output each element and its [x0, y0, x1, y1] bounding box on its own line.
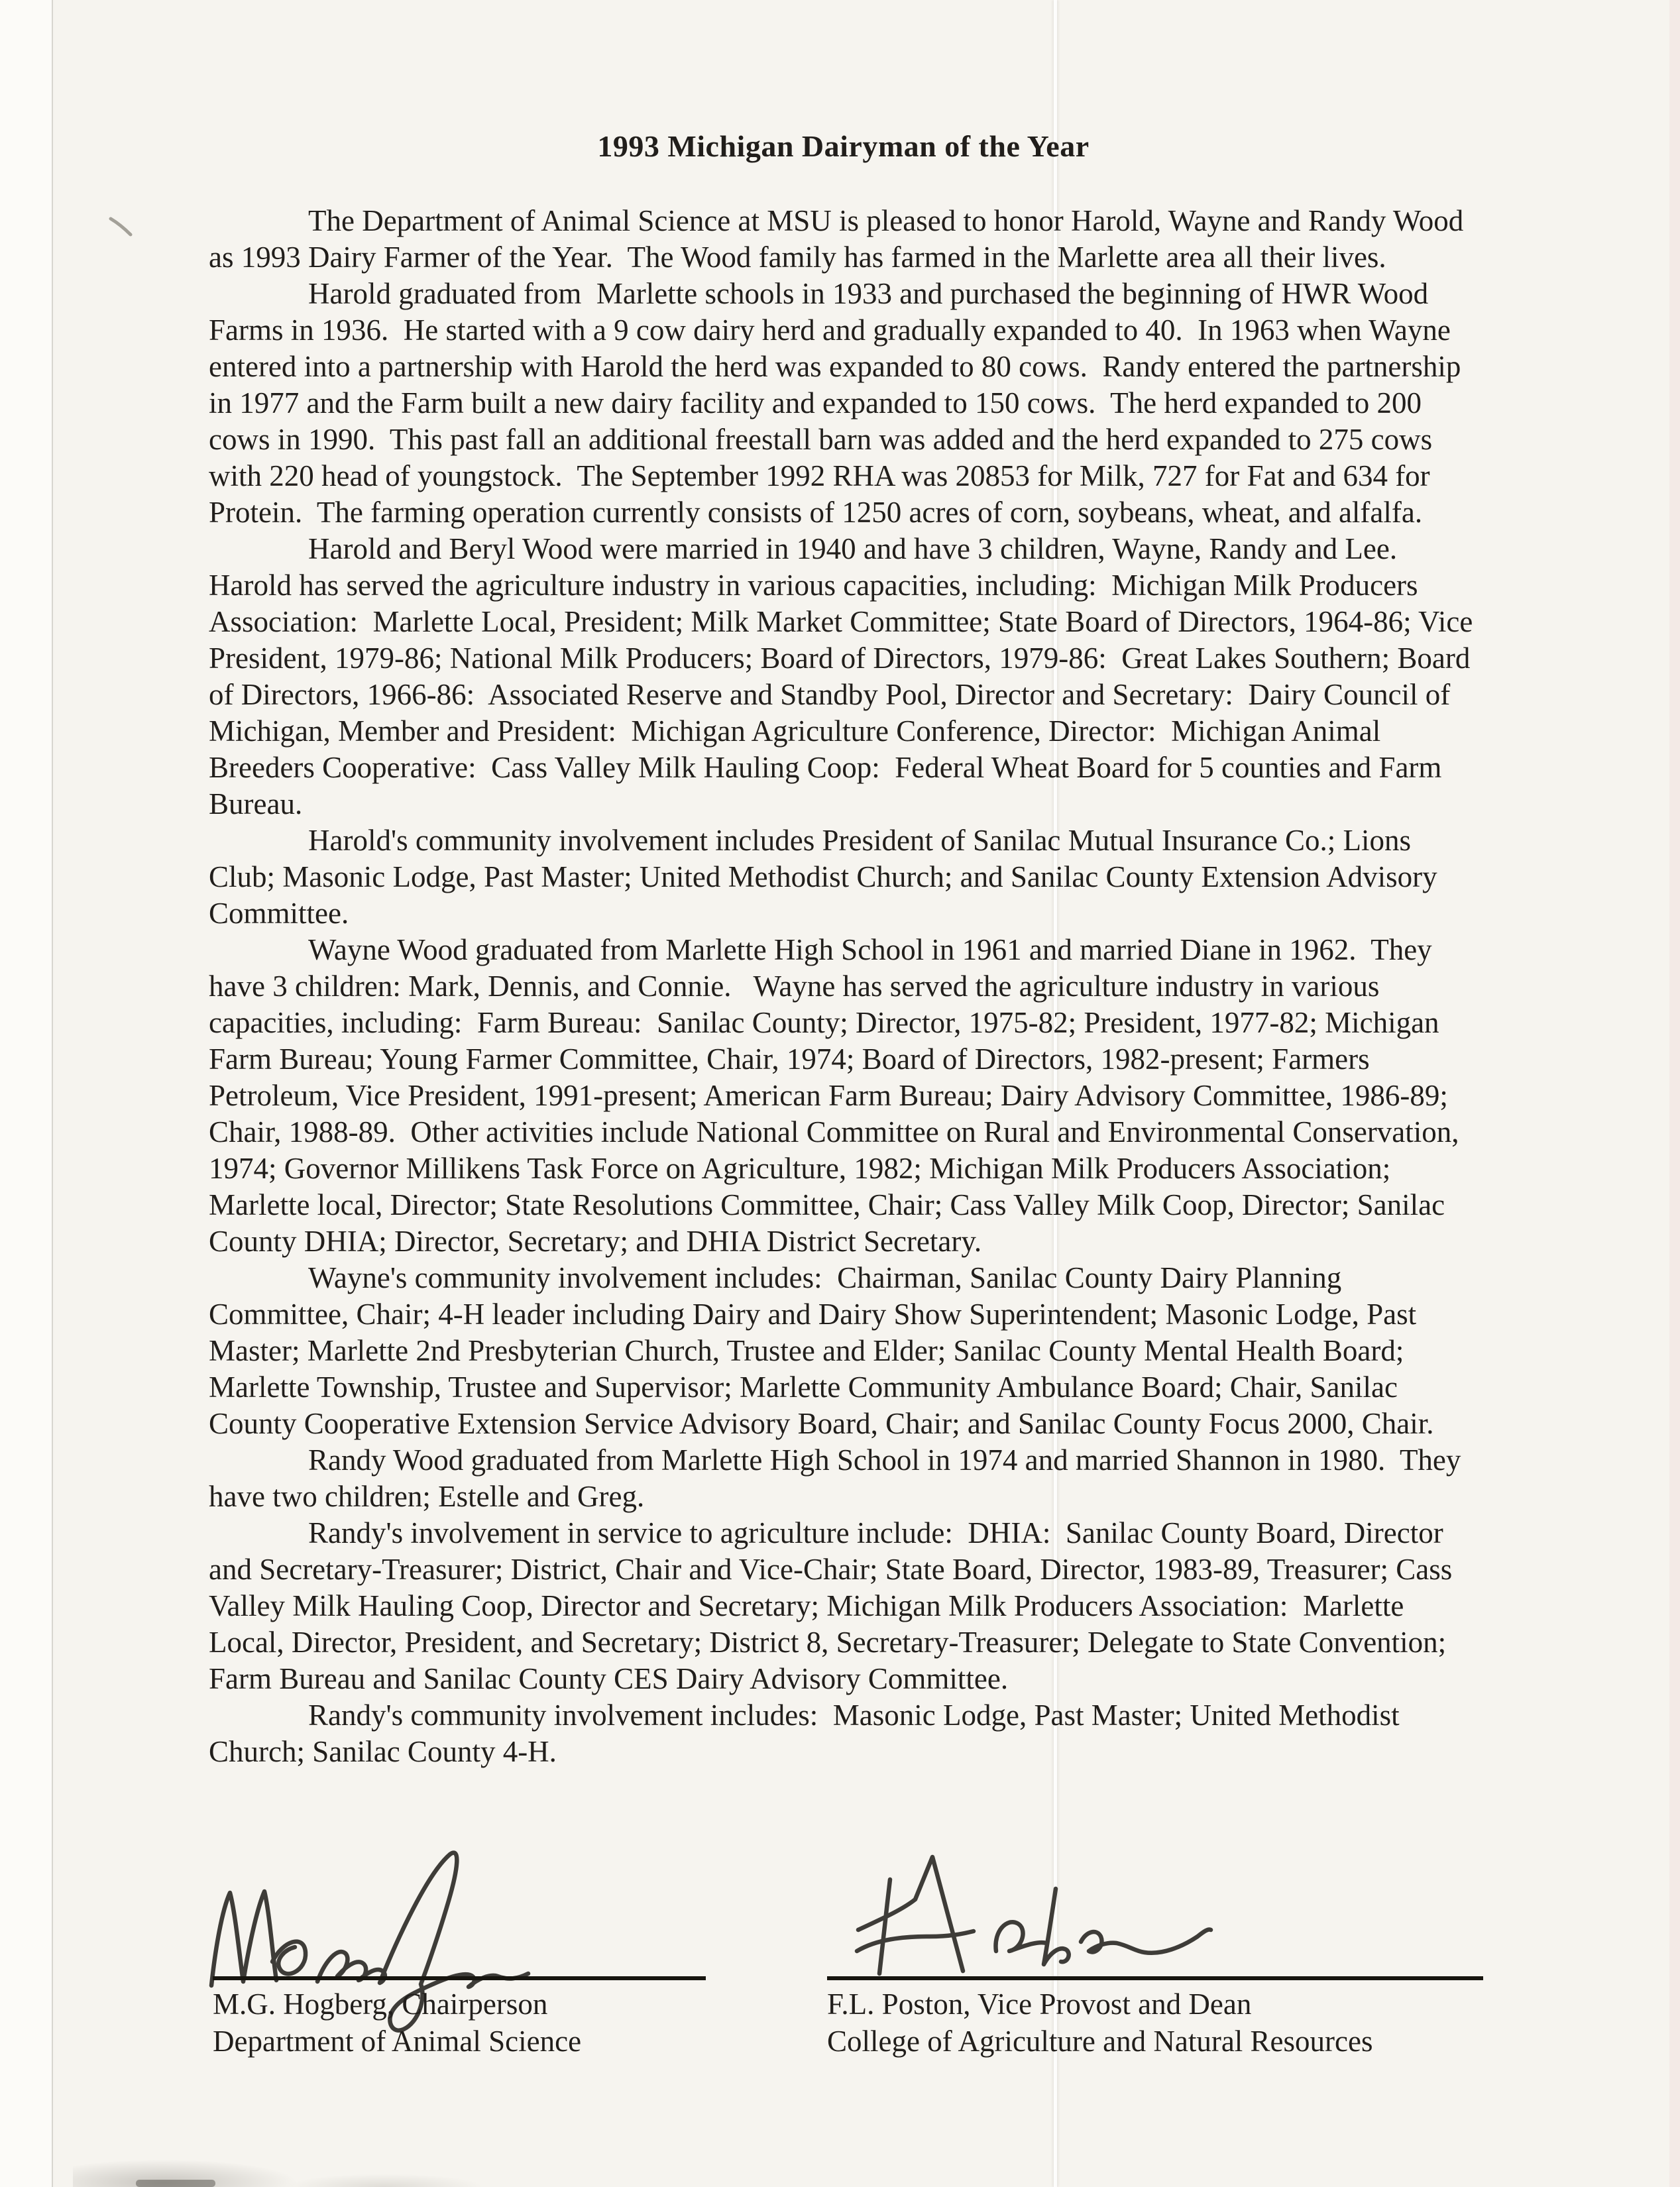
letter-body — [209, 203, 1481, 1770]
pen-scratch-mark — [108, 216, 135, 239]
scan-smudge — [285, 2174, 484, 2187]
scan-left-edge — [0, 0, 53, 2187]
paragraph-harold-community: Harold's community involvement includes President of Sanilac Mutual Insurance Co.; Lions Club; Masonic Lodge, Past Master; United Methodist Church; and Sanilac County Extension Advisory Committee. — [209, 824, 1445, 930]
document-title: 1993 Michigan Dairyman of the Year — [597, 129, 1090, 163]
paragraph-randy-community: Randy's community involvement includes: Masonic Lodge, Past Master; United Methodist Church; Sanilac County 4-H. — [209, 1699, 1407, 1768]
paragraph-wayne-service: Wayne Wood graduated from Marlette High School in 1961 and married Diane in 1962. They have 3 children: Mark, Dennis, and Connie. Wayne has served the agriculture industry in various capacities, including: Farm Bureau: Sanilac County; Director, 1975-82; President, 1977-82; Michigan Farm Bureau; Young Farmer Committee, Chair, 1974; Board of Directors, 1982-present; Farmers Petroleum, Vice President, 1991-present; American Farm Bureau; Dairy Advisory Committee, 1986-89; Chair, 1988-89. Other activities include National Committee on Rural and Environmental Conservation, 1974; Governor Millikens Task Force on Agriculture, 1982; Michigan Milk Producers Association; Marlette local, Director; State Resolutions Committee, Chair; Cass Valley Milk Coop, Director; Sanilac County DHIA; Director, Secretary; and DHIA District Secretary. — [209, 933, 1467, 1258]
poston-handwritten-signature — [850, 1852, 1221, 1984]
signature-block-poston — [827, 1849, 1490, 2074]
paragraph-intro: The Department of Animal Science at MSU is pleased to honor Harold, Wayne and Randy Wood as 1993 Dairy Farmer of the Year. The Wood family has farmed in the Marlette area all their lives. — [209, 204, 1471, 274]
signer-name-title: M.G. Hogberg, Chairperson — [213, 1988, 548, 2021]
scan-smudge — [136, 2180, 215, 2187]
paragraph-harold-service: Harold and Beryl Wood were married in 1940 and have 3 children, Wayne, Randy and Lee. Harold has served the agriculture industry in various capacities, including: Michigan Milk Producers Association: Marlette Local, President; Milk Market Committee; State Board of Directors, 1964-86; Vice President, 1979-86; National Milk Producers; Board of Directors, 1979-86: Great Lakes Southern; Board of Directors, 1966-86: Associated Reserve and Standby Pool, Director and Secretary: Dairy Council of Michigan, Member and President: Michigan Agriculture Conference, Director: Michigan Animal Breeders Cooperative: Cass Valley Milk Hauling Coop: Federal Wheat Board for 5 counties and Farm Bureau. — [209, 532, 1481, 820]
signature-line — [827, 1976, 1483, 1980]
signer-organization: Department of Animal Science — [213, 2025, 582, 2058]
paragraph-randy-family: Randy Wood graduated from Marlette High School in 1974 and married Shannon in 1980. They have two children; Estelle and Greg. — [209, 1443, 1469, 1513]
paragraph-wayne-community: Wayne's community involvement includes: Chairman, Sanilac County Dairy Planning Committee, Chair; 4-H leader including Dairy and Dairy Show Superintendent; Masonic Lodge, Past Master; Marlette 2nd Presbyterian Church, Trustee and Elder; Sanilac County Mental Health Board; Marlette Township, Trustee and Supervisor; Marlette Community Ambulance Board; Chair, Sanilac County Cooperative Extension Service Advisory Board, Chair; and Sanilac County Focus 2000, Chair. — [209, 1261, 1434, 1440]
signature-block-hogberg — [209, 1849, 712, 2074]
paragraph-farm-history: Harold graduated from Marlette schools in 1933 and purchased the beginning of HWR Wood Farms in 1936. He started with a 9 cow dairy herd and gradually expanded to 40. In 1963 when Wayne entered into a partnership with Harold the herd was expanded to 80 cows. Randy entered the partnership in 1977 and the Farm built a new dairy facility and expanded to 150 cows. The herd expanded to 200 cows in 1990. This past fall an additional freestall barn was added and the herd expanded to 275 cows with 220 head of youngstock. The September 1992 RHA was 20853 for Milk, 727 for Fat and 634 for Protein. The farming operation currently consists of 1250 acres of corn, soybeans, wheat, and alfalfa. — [209, 277, 1469, 529]
signer-organization: College of Agriculture and Natural Resources — [827, 2025, 1373, 2058]
signer-name-title: F.L. Poston, Vice Provost and Dean — [827, 1988, 1252, 2021]
signature-line — [213, 1976, 706, 1980]
paragraph-randy-service: Randy's involvement in service to agriculture include: DHIA: Sanilac County Board, Director and Secretary-Treasurer; District, Chair and Vice-Chair; State Board, Director, 1983-89, Treasurer; Cass Valley Milk Hauling Coop, Director and Secretary; Michigan Milk Producers Association: Marlette Local, Director, President, and Secretary; District 8, Secretary-Treasurer; Delegate to State Convention; Farm Bureau and Sanilac County CES Dairy Advisory Committee. — [209, 1516, 1459, 1695]
scan-right-edge — [1669, 0, 1680, 2187]
